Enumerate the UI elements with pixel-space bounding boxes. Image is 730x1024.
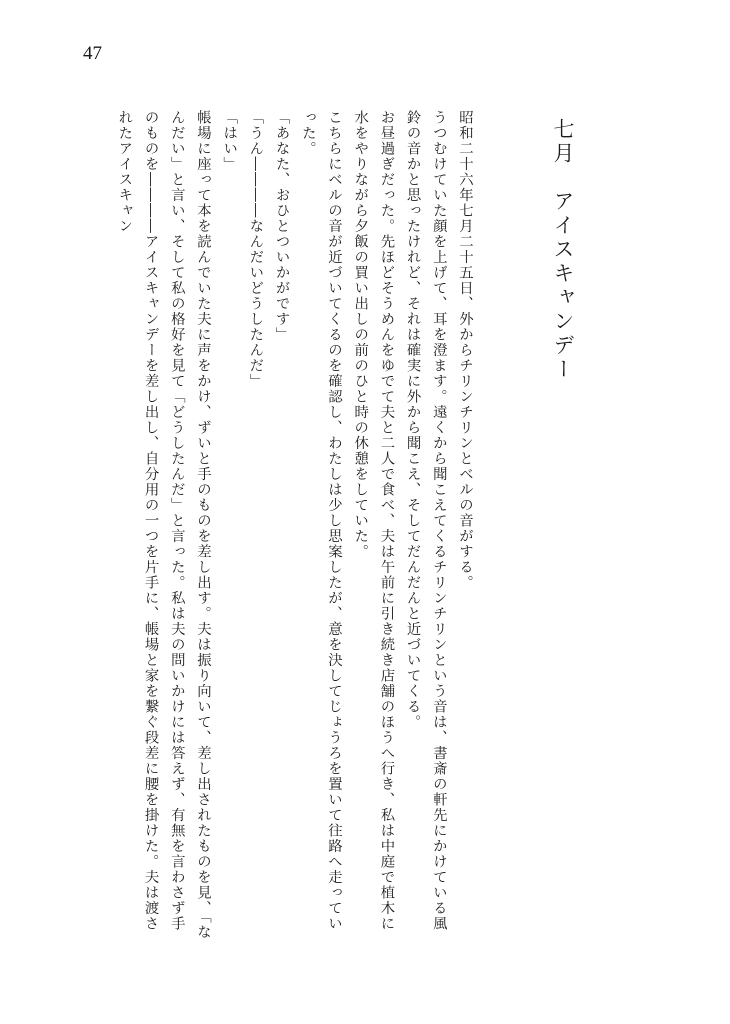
dialogue-line: 「うん――――なんだいどうしたんだ」 (247, 110, 264, 389)
body-text (86, 110, 478, 940)
paragraph: こちらにベルの音が近づいてくるのを確認し、わたしは少し思案したが、意を決してじょうろを置いて往路へ走っていった。 (299, 110, 342, 932)
page-number: 47 (83, 43, 102, 64)
paragraph: うつむけていた顔を上げて、耳を澄ます。遠くから聞こえてくるチリンチリンという音は、書斎の軒先にかけている風鈴の音かと思ったけれど、それは確実に外から聞こえ、そしてだんだんと近づいてくる。 (404, 110, 447, 932)
chapter-title: 七月 アイスキャンデー (551, 118, 575, 382)
dialogue-line: 「あなた、おひとついかがです」 (273, 110, 290, 343)
dialogue-line: 「はい」 (221, 110, 238, 172)
paragraph: 帳場に座って本を読んでいた夫に声をかけ、ずいと手のものを差し出す。夫は振り向いて、差し出されたものを見、「なんだい」と言い、そして私の格好を見て「どうしたんだ」と言った。私は夫の問いかけには答えず、有無を言わさず手のものを――――アイスキャンデーを差し出し、自分用の一つを片手に、帳場と家を繋ぐ段差に腰を掛けた。夫は渡されたアイスキャン (116, 110, 211, 940)
paragraph: お昼過ぎだった。先ほどそうめんをゆでて夫と二人で食べ、夫は午前に引き続き店舗のほうへ行き、私は中庭で植木に水をやりながら夕飯の買い出しの前のひと時の休憩をしていた。 (352, 110, 395, 932)
paragraph: 昭和二十六年七月二十五日、外からチリンチリンとベルの音がする。 (457, 110, 473, 591)
